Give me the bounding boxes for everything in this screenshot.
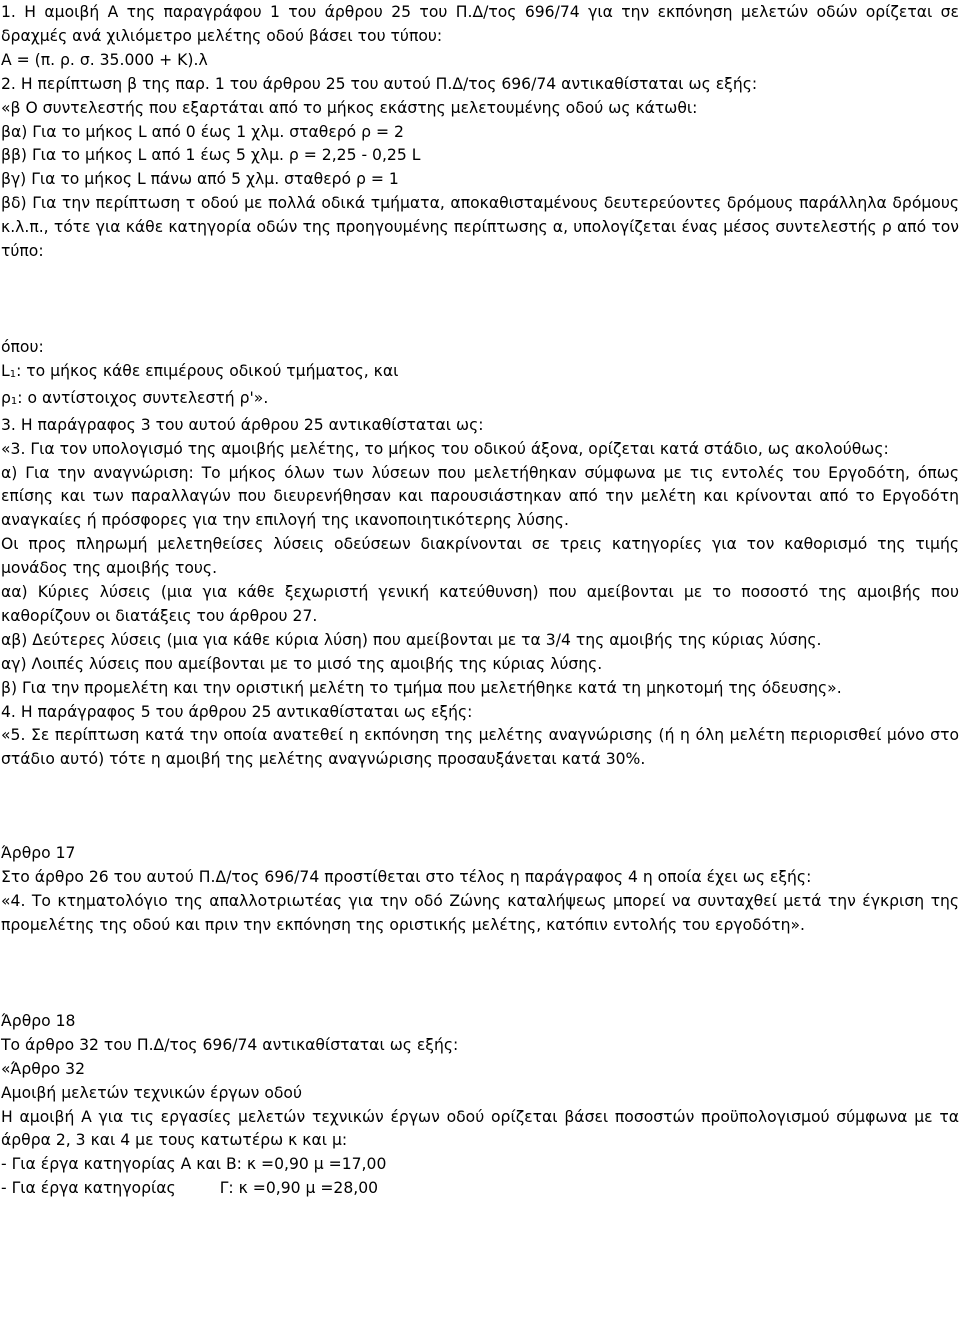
article-17-title: Άρθρο 17 — [1, 844, 76, 863]
paragraph-3: 3. Η παράγραφος 3 του αυτού άρθρου 25 αντικαθίσταται ως: — [1, 415, 484, 434]
case-bb: ββ) Για το μήκος L από 1 έως 5 χλμ. ρ = 2,25 - 0,25 L — [1, 146, 421, 165]
article-17-text: Στο άρθρο 26 του αυτού Π.Δ/τος 696/74 προστίθεται στο τέλος η παράγραφος 4 η οποία έχει ως εξής: — [1, 868, 812, 887]
definition-l1: L1: το μήκος κάθε επιμέρους οδικού τμήματος, και — [1, 361, 399, 380]
paragraph-2: 2. Η περίπτωση β της παρ. 1 του άρθρου 25 του αυτού Π.Δ/τος 696/74 αντικαθίσταται ως εξής: — [1, 74, 758, 93]
case-bd: βδ) Για την περίπτωση τ οδού με πολλά οδικά τμήματα, αποκαθισταμένους δευτερεύοντες δρόμους παράλληλα δρόμους κ.λ.π., τότε για κάθε κατηγορία οδών της προηγουμένης περίπτωσης α, υπολογίζεται ένας μέσος συντελεστής ρ από τον τύπο: — [1, 194, 959, 261]
spacer — [1, 938, 960, 1010]
paragraph-3-ag: αγ) Λοιπές λύσεις που αμείβονται με το μισό της αμοιβής της κύριας λύσης. — [1, 654, 603, 673]
section-fee-formula — [1, 1, 959, 264]
article-17-quote: «4. Το κτηματολόγιο της απαλλοτριωτέας για την οδό Ζώνης καταλήψεως μπορεί να συνταχθεί μετά την έγκριση της προμελέτης της οδού και πριν την εκπόνηση της οριστικής μελέτης, κατόπιν εντολής του εργοδότη». — [1, 892, 959, 934]
article-32-text: Η αμοιβή Α για τις εργασίες μελετών τεχνικών έργων οδού ορίζεται βάσει ποσοστών προϋπολογισμού σύμφωνα με τα άρθρα 2, 3 και 4 με τους κατωτέρω κ και μ: — [1, 1107, 959, 1150]
article-18-title: Άρθρο 18 — [1, 1011, 76, 1030]
section-paragraphs-3-4 — [1, 336, 959, 772]
coefficient-intro: «β Ο συντελεστής που εξαρτάται από το μήκος εκάστης μελετουμένης οδού ως κάτωθι: — [1, 98, 698, 117]
article-32-title: «Άρθρο 32 — [1, 1059, 86, 1078]
definition-r1: ρ1: ο αντίστοιχος συντελεστή ρ'». — [1, 388, 269, 407]
category-ab-line: - Για έργα κατηγορίας Α και Β: κ =0,90 μ =17,00 — [1, 1155, 387, 1174]
paragraph-3-categories: Οι προς πληρωμή μελετηθείσες λύσεις οδεύσεων διακρίνονται σε τρεις κατηγορίες για τον καθορισμό της τιμής μονάδος της αμοιβής τους. — [1, 535, 959, 578]
formula-image-space — [1, 264, 960, 336]
section-article-17 — [1, 842, 959, 938]
paragraph-4: 4. Η παράγραφος 5 του άρθρου 25 αντικαθίσταται ως εξής: — [1, 702, 473, 721]
paragraph-3-aa: αα) Κύριες λύσεις (μια για κάθε ξεχωριστή γενική κατεύθυνση) που αμείβονται με το ποσοστό της αμοιβής που καθορίζουν οι διατάξεις του άρθρου 27. — [1, 583, 959, 625]
case-ba: βα) Για το μήκος L από 0 έως 1 χλμ. σταθερό ρ = 2 — [1, 122, 404, 141]
fee-formula: Α = (π. ρ. σ. 35.000 + Κ).λ — [1, 50, 208, 69]
category-g-line: - Για έργα κατηγορίας Γ: κ =0,90 μ =28,00 — [1, 1179, 379, 1198]
paragraph-3-intro: «3. Για τον υπολογισμό της αμοιβής μελέτης, το μήκος του οδικού άξονα, ορίζεται κατά στάδιο, ως ακολούθως: — [1, 439, 889, 458]
spacer — [1, 772, 960, 842]
article-32-heading: Αμοιβή μελετών τεχνικών έργων οδού — [1, 1083, 302, 1102]
section-article-18 — [1, 1010, 959, 1201]
case-bg: βγ) Για το μήκος L πάνω από 5 χλμ. σταθερό ρ = 1 — [1, 170, 399, 189]
paragraph-3-b: β) Για την προμελέτη και την οριστική μελέτη το τμήμα που μελετήθηκε κατά τη μηκοτομή της όδευσης». — [1, 678, 842, 697]
paragraph-3-a: α) Για την αναγνώριση: Το μήκος όλων των λύσεων που μελετήθηκαν σύμφωνα με τις εντολές του Εργοδότη, όπως επίσης και των παραλλαγών που διευρενήθησαν και παρουσιάστηκαν από την μελέτη και κρίνονται από το Εργοδότη αναγκαίες ή πρόσφορες για την επιλογή της ικανοποιητικότερης λύσης. — [1, 463, 959, 530]
paragraph-1: 1. Η αμοιβή Α της παραγράφου 1 του άρθρου 25 του Π.Δ/τος 696/74 για την εκπόνηση μελετών οδών ορίζεται σε δραχμές ανά χιλιόμετρο μελέτης οδού βάσει του τύπου: — [1, 3, 959, 45]
paragraph-3-ab: αβ) Δεύτερες λύσεις (μια για κάθε κύρια λύση) που αμείβονται με τα 3/4 της αμοιβής της κύριας λύσης. — [1, 630, 822, 649]
article-18-text: Το άρθρο 32 του Π.Δ/τος 696/74 αντικαθίσταται ως εξής: — [1, 1035, 459, 1054]
where-label: όπου: — [1, 337, 44, 356]
paragraph-4-text: «5. Σε περίπτωση κατά την οποία ανατεθεί η εκπόνηση της μελέτης αναγνώρισης (ή η όλη μελέτη περιορισθεί μόνο στο στάδιο αυτό) τότε η αμοιβή της μελέτης αναγνώρισης προσαυξάνεται κατά 30%. — [1, 726, 959, 769]
